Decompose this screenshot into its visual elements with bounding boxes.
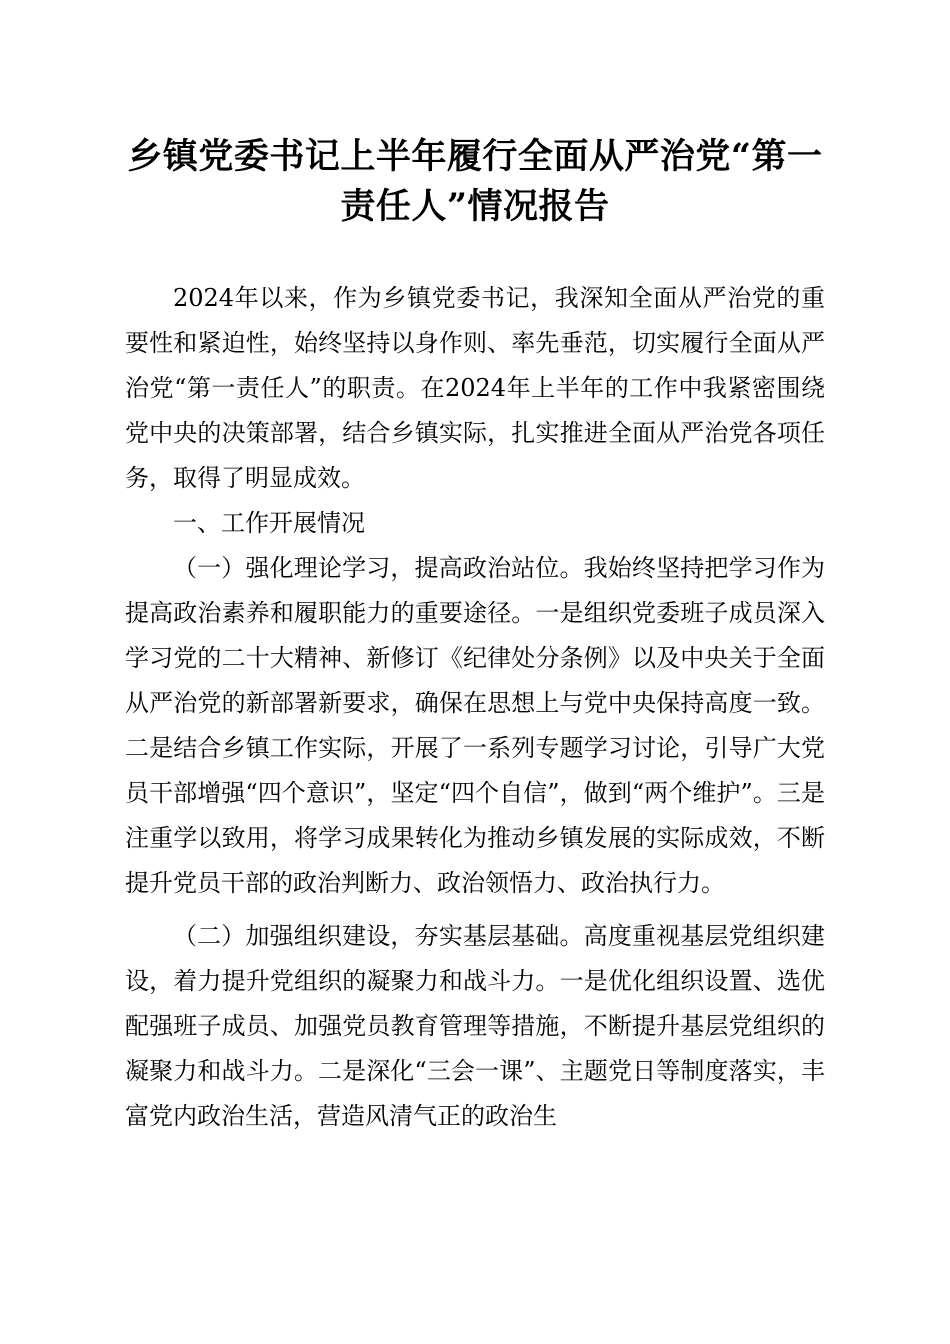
- document-title: 乡镇党委书记上半年履行全面从严治党“第一责任人”情况报告: [127, 136, 823, 227]
- subsection-paragraph-1: [125, 546, 825, 906]
- subsection-lead-1: （一）强化理论学习，提高政治站位。: [173, 554, 584, 582]
- document-body: [125, 276, 825, 1139]
- subsection-text-2: 高度重视基层党组织建设，着力提升党组织的凝聚力和战斗力。一是优化组织设置、选优配强班子成员、加强党员教育管理等措施，不断提升基层党组织的凝聚力和战斗力。二是深化“三会一课”、主题党日等制度落实，丰富党内政治生活，营造风清气正的政治生: [125, 922, 826, 1130]
- subsection-text-1: 我始终坚持把学习作为提高政治素养和履职能力的重要途径。一是组织党委班子成员深入学习党的二十大精神、新修订《纪律处分条例》以及中央关于全面从严治党的新部署新要求，确保在思想上与党中央保持高度一致。二是结合乡镇工作实际，开展了一系列专题学习讨论，引导广大党员干部增强“四个意识”，坚定“四个自信”，做到“两个维护”。三是注重学以致用，将学习成果转化为推动乡镇发展的实际成效，不断提升党员干部的政治判断力、政治领悟力、政治执行力。: [125, 554, 826, 897]
- subsection-lead-2: （二）加强组织建设，夯实基层基础。: [173, 922, 584, 950]
- paragraph-spacer: [125, 906, 825, 914]
- section-heading-1: 一、工作开展情况: [173, 509, 365, 537]
- intro-paragraph: 2024年以来，作为乡镇党委书记，我深知全面从严治党的重要性和紧迫性，始终坚持以身作则、率先垂范，切实履行全面从严治党“第一责任人”的职责。在2024年上半年的工作中我紧密围绕党中央的决策部署，结合乡镇实际，扎实推进全面从严治党各项任务，取得了明显成效。: [125, 284, 825, 492]
- subsection-paragraph-2: [125, 914, 825, 1139]
